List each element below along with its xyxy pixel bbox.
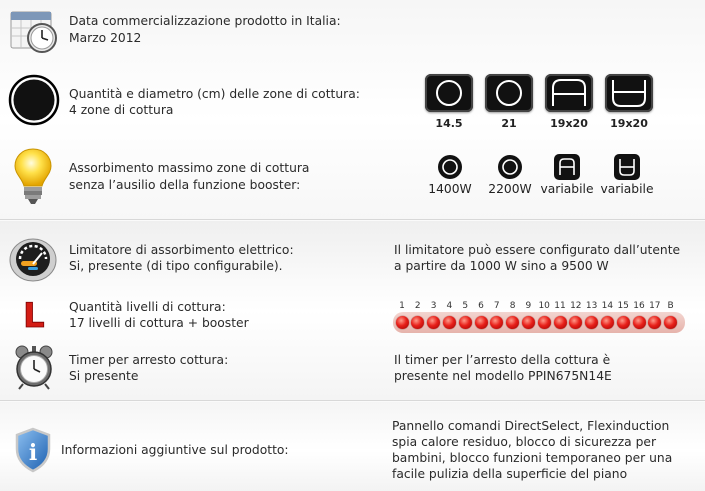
- zone-size-label: 19x20: [550, 117, 588, 130]
- level-dot: [538, 316, 551, 329]
- info-note-line4: facile pulizia della superficie del piano: [392, 467, 628, 481]
- level-number: B: [667, 301, 674, 311]
- power-value: 2200W: [488, 182, 532, 196]
- limiter-label: Limitatore di assorbimento elettrico:: [69, 243, 294, 257]
- level-number: 5: [462, 301, 469, 311]
- level-number: 10: [538, 301, 550, 311]
- level-dot: [601, 316, 614, 329]
- level-dot: [554, 316, 567, 329]
- level-number: 9: [525, 301, 532, 311]
- info-note-line1: Pannello comandi DirectSelect, Flexinduction: [392, 419, 670, 433]
- zone-round-icon: [436, 153, 464, 181]
- black-circle-icon: [8, 74, 60, 126]
- release-date-value: Marzo 2012: [69, 31, 142, 45]
- level-dot: [459, 316, 472, 329]
- info-note-line3: bambini, blocco funzioni temporaneo per una: [392, 451, 673, 465]
- level-number: 13: [585, 301, 598, 311]
- gauge-icon: [8, 236, 58, 282]
- level-number: 16: [633, 301, 645, 311]
- zone-flex-rear-icon: [613, 153, 641, 181]
- level-dot: [443, 316, 456, 329]
- light-bulb-icon: [10, 146, 56, 206]
- level-number: 12: [570, 301, 582, 311]
- alarm-clock-icon: [14, 344, 54, 390]
- level-number: 6: [478, 301, 484, 311]
- level-dot: [475, 316, 488, 329]
- level-number: 14: [601, 301, 614, 311]
- letter-l-glyph: L: [23, 297, 45, 331]
- power-label-line1: Assorbimento massimo zone di cottura: [69, 161, 310, 175]
- levels-label: Quantità livelli di cottura:: [69, 300, 226, 314]
- zones-label: Quantità e diametro (cm) delle zone di cottura:: [69, 87, 360, 101]
- info-shield-icon: [14, 427, 52, 473]
- level-number: 7: [493, 301, 500, 311]
- level-dot: [427, 316, 440, 329]
- level-dot: [506, 316, 519, 329]
- zones-value: 4 zone di cottura: [69, 103, 174, 117]
- level-dot: [617, 316, 630, 329]
- timer-note-line1: Il timer per l’arresto della cottura è: [394, 353, 611, 367]
- timer-label: Timer per arresto cottura:: [69, 353, 229, 367]
- info-note-line2: spia calore residuo, blocco di sicurezza per: [392, 435, 657, 449]
- level-number: 11: [554, 301, 566, 311]
- level-number: 3: [430, 301, 437, 311]
- limiter-value: Si, presente (di tipo configurabile).: [69, 259, 283, 273]
- zone-size-label: 14.5: [435, 117, 463, 130]
- level-number: 8: [509, 301, 516, 311]
- power-label-line2: senza l’ausilio della funzione booster:: [69, 178, 301, 192]
- zone-round-icon: [496, 153, 524, 181]
- level-dot: [396, 316, 409, 329]
- level-number: 17: [649, 301, 661, 311]
- level-number: 2: [414, 301, 421, 311]
- level-dot: [585, 316, 598, 329]
- level-number: 4: [446, 301, 453, 311]
- zone-round-large-icon: [485, 74, 533, 112]
- release-date-label: Data commercializzazione prodotto in Italia:: [69, 14, 341, 28]
- letter-l-icon: [21, 297, 47, 331]
- calendar-clock-icon: [10, 8, 60, 54]
- limiter-note-line2: a partire da 1000 W sino a 9500 W: [394, 259, 609, 273]
- zone-flex-rear-icon: [605, 74, 653, 112]
- level-number: 1: [399, 301, 405, 311]
- timer-note-line2: presente nel modello PPIN675N14E: [394, 369, 612, 383]
- level-dot: [664, 316, 677, 329]
- level-dot: [633, 316, 646, 329]
- power-value: variabile: [600, 182, 654, 196]
- info-label: Informazioni aggiuntive sul prodotto:: [61, 443, 289, 457]
- zone-round-small-icon: [425, 74, 473, 112]
- zone-flex-front-icon: [553, 153, 581, 181]
- levels-value: 17 livelli di cottura + booster: [69, 316, 249, 330]
- level-number: 15: [617, 301, 629, 311]
- zone-size-label: 21: [501, 117, 517, 130]
- zone-flex-front-icon: [545, 74, 593, 112]
- power-value: variabile: [540, 182, 594, 196]
- zone-size-label: 19x20: [610, 117, 648, 130]
- level-dot: [522, 316, 535, 329]
- info-glyph: i: [28, 440, 38, 466]
- limiter-note-line1: Il limitatore può essere configurato dall’utente: [394, 243, 681, 257]
- timer-value: Si presente: [69, 369, 139, 383]
- power-value: 1400W: [428, 182, 472, 196]
